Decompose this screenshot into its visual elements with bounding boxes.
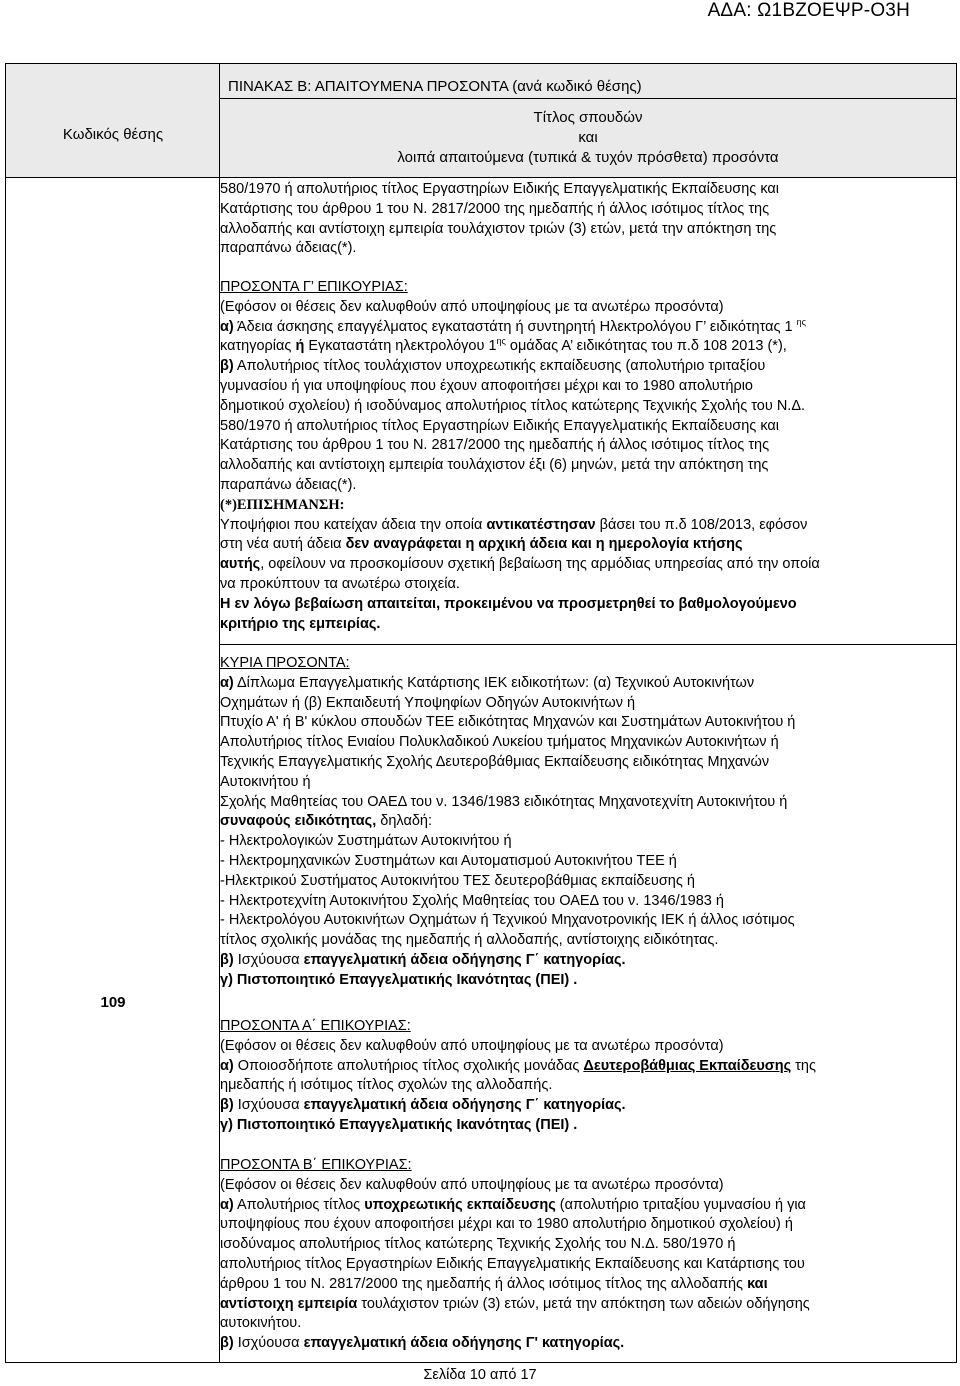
code-header: Κωδικός θέσης [62, 126, 164, 143]
c-auxiliary-requirements [220, 278, 951, 634]
bold-text: γ) Πιστοποιητικό Επαγγελματικής Ικανότητας (ΠΕΙ) . [220, 971, 578, 988]
text-line: Πτυχίο Α' ή Β' κύκλου σπουδών ΤΕΕ ειδικότητας Μηχανών και Συστημάτων Αυτοκινήτου ή [220, 714, 796, 731]
text-line: Κατάρτισης του άρθρου 1 του Ν. 2817/2000 της ημεδαπής ή άλλος ισότιμος τίτλος της [220, 437, 770, 454]
text-line: 580/1970 ή απολυτήριος τίτλος Εργαστηρίων Ειδικής Επαγγελματικής Εκπαίδευσης και [220, 181, 779, 197]
text-line: Οχημάτων ή (β) Εκπαιδευτή Υποψηφίων Οδηγών Αυτοκινήτων ή [220, 694, 636, 711]
prev-requirements-tail [220, 180, 951, 259]
text-line: γυμνασίου ή για υποψηφίους που έχουν αποφοιτήσει μέχρι και το 1980 απολυτήριο [220, 377, 753, 394]
a-auxiliary-requirements [220, 1017, 951, 1136]
text-line: - Ηλεκτροτεχνίτη Αυτοκινήτου Σχολής Μαθητείας του ΟΑΕΔ του ν. 1346/1983 ή [220, 892, 724, 909]
text-line: παραπάνω άδειας(*). [220, 476, 357, 493]
text-line: αλλοδαπής και αντίστοιχη εμπειρία τουλάχιστον έξι (6) μηνών, μετά την απόκτηση της [220, 457, 769, 474]
text-line: να προκύπτουν τα ανωτέρω στοιχεία. [220, 575, 460, 592]
text-line: Αυτοκινήτου ή [220, 773, 311, 790]
b-auxiliary-requirements [220, 1156, 951, 1354]
item-marker: α) [220, 1057, 234, 1074]
item-marker: β) [220, 358, 234, 375]
text-span: κατηγορίας [220, 338, 296, 355]
bold-text: συναφούς ειδικότητας, [220, 813, 377, 830]
text-line: (Εφόσον οι θέσεις δεν καλυφθούν από υποψηφίους με τα ανωτέρω προσόντα) [220, 1176, 724, 1193]
main-requirements [220, 654, 951, 991]
text-span: Άδεια άσκησης επαγγέλματος εγκαταστάτη ή συντηρητή Ηλεκτρολόγου Γ’ ειδικότητας 1 [233, 318, 793, 335]
text-span: Ισχύουσα [233, 951, 304, 968]
bold-text: επαγγελματική άδεια οδήγησης Γ΄ κατηγορίας. [303, 951, 626, 968]
bold-text: υποχρεωτικής εκπαίδευσης [364, 1196, 556, 1213]
bold-text: κριτήριο της εμπειρίας. [220, 615, 381, 632]
bold-text: γ) Πιστοποιητικό Επαγγελματικής Ικανότητας (ΠΕΙ) . [220, 1116, 578, 1133]
superscript: ης [796, 316, 806, 327]
row-divider [220, 644, 956, 645]
section-heading: ΚΥΡΙΑ ΠΡΟΣΟΝΤΑ: [220, 655, 350, 671]
text-line: δημοτικού σχολείου) ή ισοδύναμος απολυτήριος τίτλος κατώτερης Τεχνικής Σχολής του Ν.Δ. [220, 397, 806, 414]
bold-text: και [747, 1275, 768, 1292]
text-line: (Εφόσον οι θέσεις δεν καλυφθούν από υποψηφίους με τα ανωτέρω προσόντα) [220, 298, 724, 315]
item-marker: α) [220, 674, 234, 691]
bold-text: αντίστοιχη εμπειρία [220, 1295, 358, 1312]
text-line: αλλοδαπής και αντίστοιχη εμπειρία τουλάχιστον τριών (3) ετών, μετά την απόκτηση της [220, 220, 777, 237]
text-line: Σχολής Μαθητείας του ΟΑΕΔ του ν. 1346/1983 ειδικότητας Μηχανοτεχνίτη Αυτοκινήτου ή [220, 793, 788, 810]
bold-text: Δευτεροβάθμιας Εκπαίδευσης [583, 1057, 792, 1074]
row-divider [220, 98, 956, 99]
table-title: ΠΙΝΑΚΑΣ Β: ΑΠΑΙΤΟΥΜΕΝΑ ΠΡΟΣΟΝΤΑ (ανά κωδικό θέσης) [228, 78, 642, 95]
section-heading: ΠΡΟΣΟΝΤΑ Γ’ ΕΠΙΚΟΥΡΙΑΣ: [220, 279, 408, 295]
text-line: ημεδαπής ή ισότιμος τίτλος σχολών της αλλοδαπής. [220, 1077, 553, 1094]
text-span: Δίπλωμα Επαγγελματικής Κατάρτισης ΙΕΚ ειδικοτήτων: (α) Τεχνικού Αυτοκινήτων [233, 674, 755, 691]
text-line: - Ηλεκτρομηχανικών Συστημάτων και Αυτοματισμού Αυτοκινήτου ΤΕΕ ή [220, 852, 677, 869]
text-line: -Ηλεκτρικού Συστήματος Αυτοκινήτου ΤΕΣ δευτεροβάθμιας εκπαίδευσης ή [220, 872, 695, 889]
bold-text: Η εν λόγω βεβαίωση απαιτείται, προκειμένου να προσμετρηθεί το βαθμολογούμενο [220, 595, 797, 612]
text-span: , οφείλουν να προσκομίσουν σχετική βεβαίωση της αρμόδιας υπηρεσίας από την οποία [260, 556, 820, 573]
bold-text: επαγγελματική άδεια οδήγησης Γ΄ κατηγορίας. [303, 1097, 626, 1114]
text-span: της [791, 1057, 816, 1074]
text-line: απολυτήριος τίτλος Εργαστηρίων Ειδικής Επαγγελματικής Εκπαίδευσης και Κατάρτισης του [220, 1255, 805, 1272]
text-span: άρθρου 1 του Ν. 2817/2000 της ημεδαπής ή άλλος ισότιμος τίτλος της αλλοδαπής [220, 1275, 748, 1292]
column-header [220, 108, 956, 168]
text-line: (Εφόσον οι θέσεις δεν καλυφθούν από υποψηφίους με τα ανωτέρω προσόντα) [220, 1037, 724, 1054]
text-line: ισοδύναμος απολυτήριος τίτλος κατώτερης Τεχνικής Σχολής του Ν.Δ. 580/1970 ή [220, 1236, 736, 1253]
text-span: Απολυτήριος τίτλος τουλάχιστον υποχρεωτικής εκπαίδευσης (απολυτήριο τριταξίου [233, 358, 766, 375]
item-marker: β) [220, 951, 234, 968]
text-span: τουλάχιστον τριών (3) ετών, μετά την απόκτηση των αδειών οδήγησης [357, 1295, 810, 1312]
col-header-line: Τίτλος σπουδών [533, 109, 643, 126]
text-span: στη νέα αυτή άδεια [220, 536, 346, 553]
text-line: Τεχνικής Επαγγελματικής Σχολής Δευτεροβάθμιας Εκπαίδευσης ειδικότητας Μηχανών [220, 753, 770, 770]
bold-text: αντικατέστησαν [486, 516, 596, 533]
section-heading: ΠΡΟΣΟΝΤΑ Β΄ ΕΠΙΚΟΥΡΙΑΣ: [220, 1157, 412, 1173]
col-header-line: και [578, 129, 598, 146]
section-heading: ΠΡΟΣΟΝΤΑ Α΄ ΕΠΙΚΟΥΡΙΑΣ: [220, 1018, 411, 1034]
text-span: δηλαδή: [376, 813, 432, 830]
text-span: Απολυτήριος τίτλος [233, 1196, 365, 1213]
bold-text: αυτής [220, 556, 261, 573]
text-line: υποψηφίους που έχουν αποφοιτήσει μέχρι και το 1980 απολυτήριο δημοτικού σχολείου) ή [220, 1216, 793, 1233]
text-line: Κατάρτισης του άρθρου 1 του Ν. 2817/2000 της ημεδαπής ή άλλος ισότιμος τίτλος της [220, 200, 770, 217]
text-span: ομάδας Α’ ειδικότητας του π.δ 108 2013 (*), [505, 338, 787, 355]
bold-text: δεν αναγράφεται η αρχική άδεια και η ημερολογία κτήσης [345, 536, 743, 553]
text-span: (απολυτήριο τριταξίου γυμνασίου ή για [555, 1196, 806, 1213]
bold-text: επαγγελματική άδεια οδήγησης Γ' κατηγορίας. [303, 1335, 625, 1352]
text-line: Απολυτήριος τίτλος Ενιαίου Πολυκλαδικού Λυκείου τμήματος Μηχανικών Αυτοκινήτων ή [220, 734, 779, 751]
text-line: 580/1970 ή απολυτήριος τίτλος Εργαστηρίων Ειδικής Επαγγελματικής Εκπαίδευσης και [220, 417, 779, 434]
text-span: Ισχύουσα [233, 1097, 304, 1114]
text-span: Υποψήφιοι που κατείχαν άδεια την οποία [220, 516, 487, 533]
ada-code: ΑΔΑ: Ω1ΒΖΟΕΨΡ-Ο3Η [707, 0, 910, 21]
text-line: - Ηλεκτρολόγου Αυτοκινήτων Οχημάτων ή Τεχνικού Μηχανοτρονικής ΙΕΚ ή άλλος ισότιμος [220, 912, 795, 929]
col-header-line: λοιπά απαιτούμενα (τυπικά & τυχόν πρόσθετα) προσόντα [397, 149, 779, 166]
code-column [6, 64, 220, 1362]
item-marker: α) [220, 1196, 234, 1213]
text-span: Εγκαταστάτη ηλεκτρολόγου 1 [304, 338, 497, 355]
text-span: Ισχύουσα [233, 1335, 304, 1352]
text-span: βάσει του π.δ 108/2013, εφόσον [595, 516, 808, 533]
superscript: ης [496, 336, 506, 347]
text-line: - Ηλεκτρολογικών Συστημάτων Αυτοκινήτου ή [220, 833, 512, 850]
text-line: παραπάνω άδειας(*). [220, 240, 357, 257]
text-line: αυτοκινήτου. [220, 1315, 302, 1332]
item-marker: β) [220, 1097, 234, 1114]
page-number: Σελίδα 10 από 17 [423, 1367, 537, 1383]
text-line: τίτλος σχολικής μονάδας της ημεδαπής ή αλλοδαπής, αντίστοιχης ειδικότητας. [220, 932, 719, 949]
item-marker: β) [220, 1335, 234, 1352]
item-marker: α) [220, 318, 234, 335]
text-span: Οποιοσδήποτε απολυτήριος τίτλος σχολικής μονάδας [233, 1057, 584, 1074]
bold-text: ή [295, 338, 305, 355]
position-code: 109 [100, 994, 126, 1011]
notice-title: (*)ΕΠΙΣΗΜΑΝΣΗ: [220, 496, 345, 513]
